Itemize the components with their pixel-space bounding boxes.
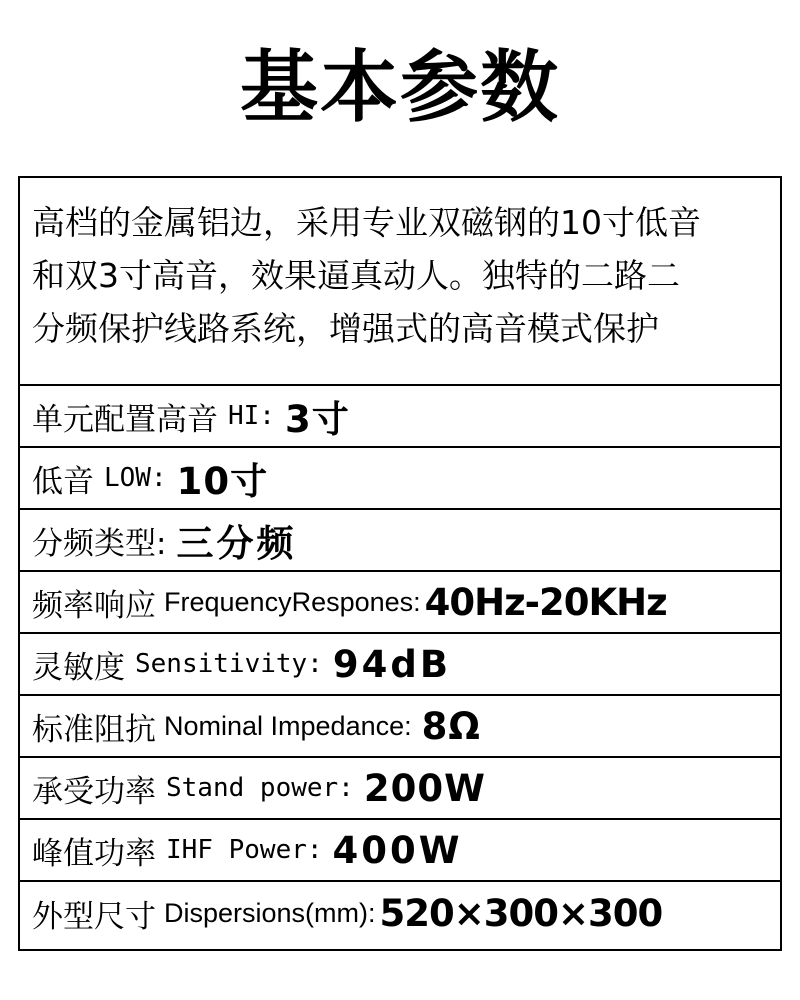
page-title: 基本参数 [239,43,560,133]
spec-label-cn: 外型尺寸 [32,898,156,935]
description-cell [20,178,780,386]
spec-row-dimensions [20,882,780,944]
spec-label-en: IHF Power: [166,835,323,865]
spec-label-en: Nominal Impedance: [164,710,412,741]
spec-label-en: HI: [228,401,275,431]
spec-row-peak-power [20,820,780,882]
spec-label-en: Dispersions(mm): [164,897,376,928]
spec-row-impedance [20,696,780,758]
spec-value: 3寸 [284,398,350,441]
spec-value: 三分频 [176,522,297,565]
spec-row-hi [20,386,780,448]
spec-label-cn: 低音 [32,463,94,500]
spec-row-rated-power [20,758,780,820]
spec-label-en: Sensitivity: [135,649,323,679]
spec-label-en: Stand power: [166,773,354,803]
spec-value: 400W [332,828,463,872]
spec-table [18,176,782,951]
spec-value: 94dB [332,642,452,686]
spec-label-en: LOW: [104,463,167,493]
spec-value: 40Hz-20KHz [424,580,667,624]
spec-value: 200W [363,766,486,810]
spec-label-cn: 承受功率 [32,773,156,810]
spec-label-en: FrequencyRespones: [164,586,421,617]
spec-label-cn: 峰值功率 [32,835,156,872]
spec-label-cn: 灵敏度 [32,649,125,686]
spec-value: 10寸 [176,460,269,503]
spec-label-cn: 分频类型: [32,525,167,562]
description-line: 高档的金属铝边，采用专业双磁钢的10寸低音 [32,203,701,242]
spec-label-cn: 频率响应 [32,587,156,624]
spec-label-cn: 单元配置高音 [32,401,218,438]
description-line: 分频保护线路系统，增强式的高音模式保护 [32,309,659,348]
spec-label-cn: 标准阻抗 [32,711,156,748]
spec-value: 8Ω [421,704,481,748]
spec-value: 520×300×300 [379,891,663,935]
spec-row-frequency [20,572,780,634]
description-line: 和双3寸高音，效果逼真动人。独特的二路二 [32,256,680,295]
spec-row-crossover [20,510,780,572]
spec-row-low [20,448,780,510]
spec-row-sensitivity [20,634,780,696]
